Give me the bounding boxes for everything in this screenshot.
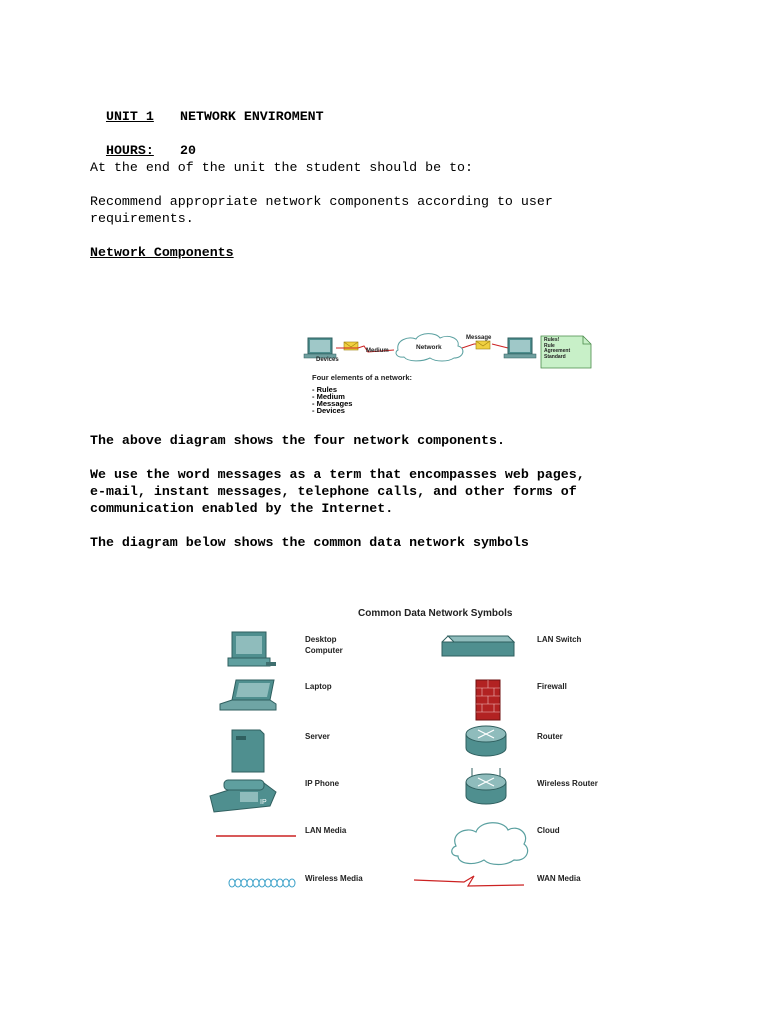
- cloud-symbol-icon: [452, 823, 528, 865]
- paragraph-3: The diagram below shows the common data network symbols: [90, 535, 529, 550]
- message-label: Message: [466, 335, 492, 341]
- rules-label: Rules! Rule Agreement Standard: [544, 337, 571, 360]
- hours-line: [90, 125, 196, 159]
- elements-heading: Four elements of a network:: [312, 373, 413, 382]
- wireless-media-icon: [229, 879, 295, 887]
- medium-label: Medium: [366, 348, 389, 354]
- ip-phone-icon: [210, 780, 276, 812]
- wan-media-label: WAN Media: [537, 874, 581, 883]
- hours-label: HOURS:: [105, 143, 154, 158]
- svg-text:IP: IP: [260, 799, 267, 806]
- desktop-computer-label: Desktop Computer: [305, 635, 343, 655]
- unit-line: [90, 91, 324, 125]
- server-label: Server: [305, 732, 330, 741]
- ip-phone-label: IP Phone: [305, 779, 340, 788]
- element-item: - Rules: [312, 385, 338, 394]
- laptop-icon: [220, 680, 276, 710]
- paragraph-1: The above diagram shows the four network components.: [90, 433, 505, 448]
- laptop-label: Laptop: [305, 682, 332, 691]
- objective-line-2: requirements.: [90, 211, 194, 226]
- network-symbols-graphic: [180, 600, 620, 900]
- network-elements-diagram: [298, 330, 598, 420]
- paragraph-2-line-1: We use the word messages as a term that encompasses web pages,: [90, 467, 585, 482]
- router-label: Router: [537, 732, 563, 741]
- lan-switch-label: LAN Switch: [537, 635, 582, 644]
- server-icon: [232, 730, 264, 772]
- right-computer-icon: [504, 338, 536, 358]
- envelope-icon-2: [476, 341, 490, 349]
- objective-line-1: Recommend appropriate network components according to user: [90, 194, 553, 209]
- firewall-icon: [476, 680, 500, 720]
- element-item: - Medium: [312, 392, 345, 401]
- cloud-label: Cloud: [537, 826, 560, 835]
- element-item: - Messages: [312, 399, 353, 408]
- section-heading: Network Components: [90, 245, 234, 260]
- intro-text: At the end of the unit the student should be to:: [90, 160, 474, 175]
- lan-switch-icon: [442, 636, 514, 656]
- unit-title: NETWORK ENVIROMENT: [180, 109, 324, 124]
- network-symbols-diagram: [180, 600, 620, 900]
- devices-label: Devices: [316, 357, 339, 363]
- lan-media-label: LAN Media: [305, 826, 347, 835]
- element-item: - Devices: [312, 406, 345, 415]
- wireless-media-label: Wireless Media: [305, 874, 363, 883]
- symbols-title: Common Data Network Symbols: [358, 608, 513, 619]
- wan-media-line: [414, 876, 524, 886]
- network-label: Network: [416, 344, 442, 351]
- envelope-icon: [344, 342, 358, 350]
- desktop-computer-icon: [228, 632, 276, 666]
- unit-label: UNIT 1: [105, 109, 154, 124]
- firewall-label: Firewall: [537, 682, 567, 691]
- router-icon: [466, 726, 506, 756]
- paragraph-2-line-2: e-mail, instant messages, telephone calls, and other forms of: [90, 484, 577, 499]
- left-computer-icon: [304, 338, 336, 358]
- wireless-router-label: Wireless Router: [537, 779, 598, 788]
- hours-value: 20: [180, 143, 196, 158]
- paragraph-2-line-3: communication enabled by the Internet.: [90, 501, 394, 516]
- wireless-router-icon: [466, 768, 506, 804]
